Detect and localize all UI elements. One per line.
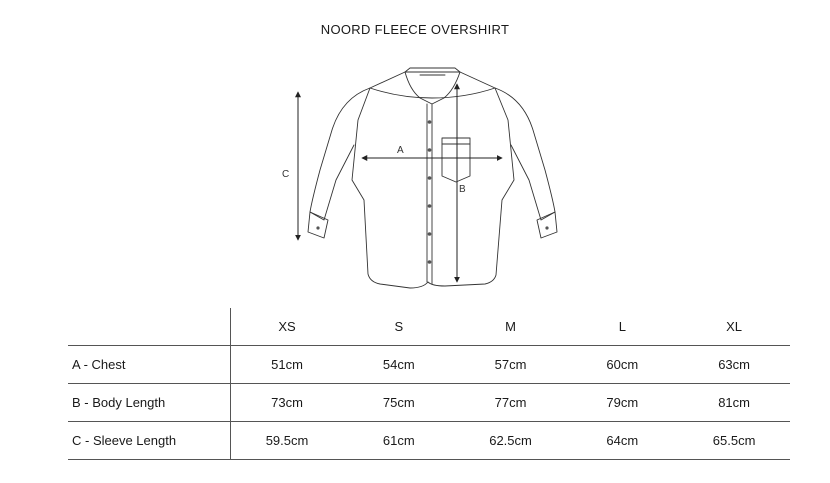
- table-cell: 81cm: [718, 395, 750, 410]
- cuff-button: [545, 226, 548, 229]
- row-label: A - Chest: [68, 346, 231, 384]
- shirt-diagram-svg: [270, 60, 590, 300]
- collar: [405, 72, 460, 104]
- table-cell: 63cm: [718, 357, 750, 372]
- button: [428, 176, 432, 180]
- table-cell: 61cm: [382, 433, 415, 448]
- row-label: C - Sleeve Length: [68, 422, 231, 460]
- table-cell: 57cm: [494, 357, 527, 372]
- table-cell: 64cm: [606, 433, 639, 448]
- size-header-m: M: [505, 319, 516, 334]
- table-cell: 62.5cm: [489, 433, 532, 448]
- size-header-row: [68, 308, 790, 346]
- page-title: NOORD FLEECE OVERSHIRT: [320, 22, 510, 37]
- table-cell: 54cm: [382, 357, 415, 372]
- size-header-xl: XL: [726, 319, 743, 334]
- table-cell: 73cm: [271, 395, 303, 410]
- chest-pocket: [442, 138, 470, 182]
- table-cell: 75cm: [382, 395, 415, 410]
- yoke-seam: [370, 88, 495, 98]
- table-cell: 77cm: [494, 395, 527, 410]
- table-row-chest: [68, 346, 790, 384]
- table-cell: 65.5cm: [712, 433, 756, 448]
- table-cell: 79cm: [606, 395, 639, 410]
- row-label: B - Body Length: [68, 384, 231, 422]
- shirt-body-outline: [352, 72, 514, 288]
- table-cell: 51cm: [271, 357, 303, 372]
- table-cell: 59.5cm: [265, 433, 309, 448]
- shirt-measurement-diagram: [270, 60, 590, 300]
- button: [428, 260, 432, 264]
- label-b: B: [459, 184, 466, 195]
- right-sleeve: [495, 88, 555, 220]
- table-cell: 60cm: [606, 357, 639, 372]
- size-chart-table: [68, 308, 790, 460]
- size-header-l: L: [618, 319, 626, 334]
- table-row-body-length: [68, 384, 790, 422]
- size-header-s: S: [394, 319, 404, 334]
- label-c: C: [282, 169, 290, 180]
- button: [428, 148, 432, 152]
- button: [428, 204, 432, 208]
- table-row-sleeve-length: [68, 422, 790, 460]
- left-sleeve: [310, 88, 370, 220]
- size-header-xs: XS: [278, 319, 296, 334]
- button: [428, 232, 432, 236]
- header-empty-cell: [68, 308, 231, 346]
- cuff-button: [316, 226, 319, 229]
- label-a: A: [397, 145, 404, 156]
- button: [428, 120, 432, 124]
